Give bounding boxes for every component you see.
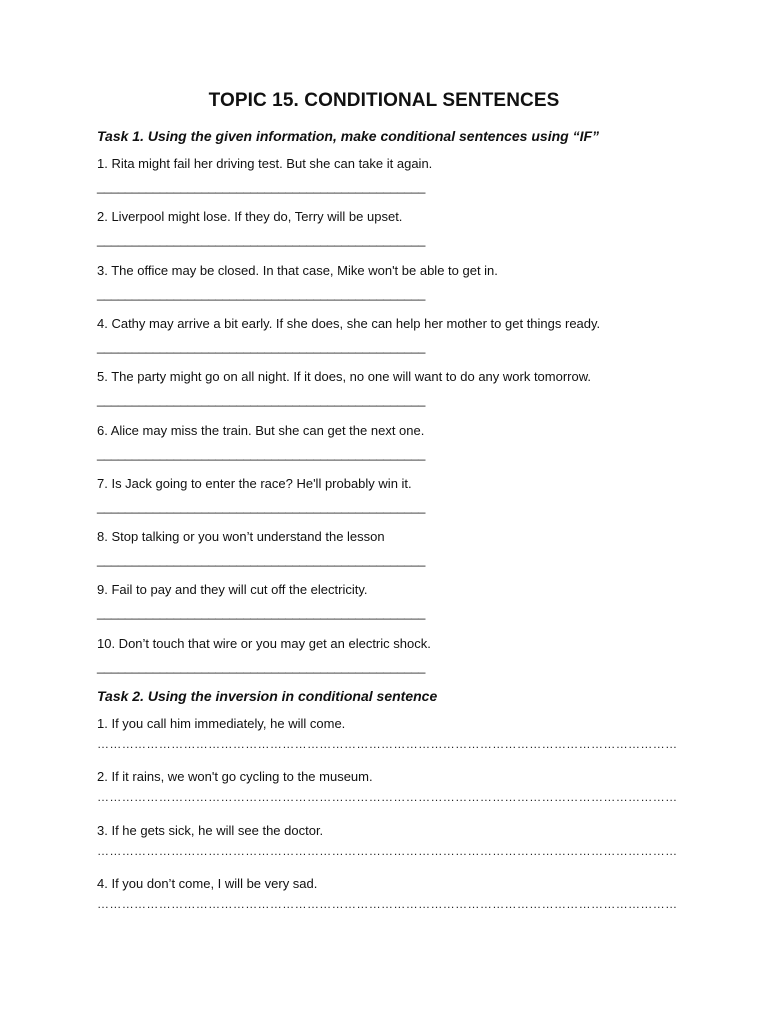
task1-question-1: 1. Rita might fail her driving test. But she can take it again. <box>97 156 433 171</box>
page-title: TOPIC 15. CONDITIONAL SENTENCES <box>208 90 560 111</box>
task1-answer-line-4[interactable]: _______________________________________________ <box>97 339 426 354</box>
task1-item-3 <box>97 262 498 301</box>
task1-item-6 <box>97 422 426 461</box>
task1-question-10: 10. Don’t touch that wire or you may get an electric shock. <box>97 636 431 651</box>
task1-answer-line-7[interactable]: _______________________________________________ <box>97 499 426 514</box>
task1-item-7 <box>97 475 426 514</box>
task2-question-4: 4. If you don’t come, I will be very sad. <box>97 876 318 891</box>
task2-answer-line-1[interactable]: …………………………………………………………………………………………………………………………… <box>97 737 678 751</box>
task1-item-5 <box>97 368 592 407</box>
task1-item-1 <box>97 155 433 194</box>
task2-heading: Task 2. Using the inversion in conditional sentence <box>97 688 438 704</box>
task2-item-1 <box>97 715 678 751</box>
task1-heading: Task 1. Using the given information, make conditional sentences using “IF” <box>97 128 600 144</box>
task2-item-4 <box>97 875 678 911</box>
task1-item-2 <box>97 208 426 247</box>
task2-question-2: 2. If it rains, we won't go cycling to the museum. <box>97 769 373 784</box>
task2-question-1: 1. If you call him immediately, he will come. <box>97 716 346 731</box>
task1-answer-line-1[interactable]: _______________________________________________ <box>97 179 426 194</box>
task1-item-8 <box>97 528 426 567</box>
task1-question-2: 2. Liverpool might lose. If they do, Terry will be upset. <box>97 209 403 224</box>
task1-answer-line-3[interactable]: _______________________________________________ <box>97 286 426 301</box>
task1-answer-line-9[interactable]: _______________________________________________ <box>97 605 426 620</box>
task1-item-10 <box>97 635 431 674</box>
task2-answer-line-2[interactable]: …………………………………………………………………………………………………………………………… <box>97 790 678 804</box>
task1-question-4: 4. Cathy may arrive a bit early. If she does, she can help her mother to get things ready. <box>97 316 601 331</box>
task2-item-2 <box>97 768 678 804</box>
task1-question-8: 8. Stop talking or you won’t understand the lesson <box>97 529 385 544</box>
task1-answer-line-5[interactable]: _______________________________________________ <box>97 392 426 407</box>
task1-question-7: 7. Is Jack going to enter the race? He'll probably win it. <box>97 476 412 491</box>
task1-item-4 <box>97 315 601 354</box>
task2-question-3: 3. If he gets sick, he will see the doctor. <box>97 823 324 838</box>
task1-answer-line-6[interactable]: _______________________________________________ <box>97 446 426 461</box>
task1-question-3: 3. The office may be closed. In that case, Mike won't be able to get in. <box>97 263 498 278</box>
task1-answer-line-8[interactable]: _______________________________________________ <box>97 552 426 567</box>
task1-question-9: 9. Fail to pay and they will cut off the electricity. <box>97 582 368 597</box>
task2-item-3 <box>97 822 678 858</box>
task1-item-9 <box>97 581 426 620</box>
task1-question-6: 6. Alice may miss the train. But she can get the next one. <box>97 423 425 438</box>
task1-question-5: 5. The party might go on all night. If it does, no one will want to do any work tomorrow. <box>97 369 592 384</box>
task2-answer-line-4[interactable]: …………………………………………………………………………………………………………………………… <box>97 897 678 911</box>
task1-answer-line-2[interactable]: _______________________________________________ <box>97 232 426 247</box>
task1-answer-line-10[interactable]: _______________________________________________ <box>97 659 426 674</box>
task2-answer-line-3[interactable]: …………………………………………………………………………………………………………………………… <box>97 844 678 858</box>
